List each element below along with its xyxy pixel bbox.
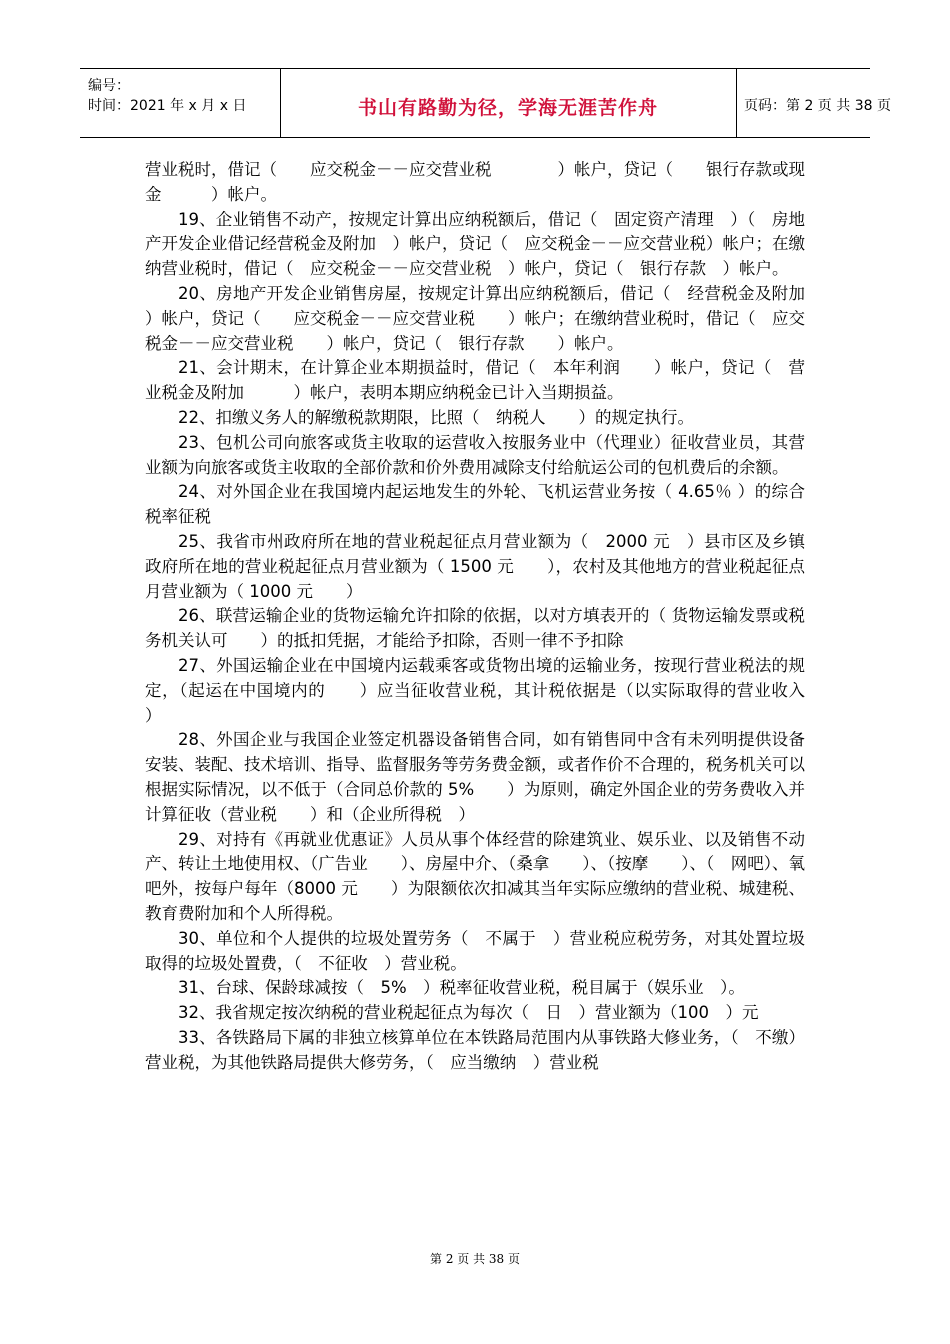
paragraph-item-20: 20、房地产开发企业销售房屋，按规定计算出应纳税额后，借记（ 经营税金及附加 ）帐户，贷记（ 应交税金－－应交营业税 ）帐户；在缴纳营业税时，借记（ 应交税金－－应交营业税 ）帐户，贷记（ 银行存款 ）帐户。 bbox=[145, 283, 855, 353]
paragraph-item-33: 33、各铁路局下属的非独立核算单位在本铁路局范围内从事铁路大修业务，（ 不缴）营业税，为其他铁路局提供大修劳务，（ 应当缴纳 ）营业税 bbox=[145, 1027, 805, 1072]
header-page-info: 页码：第 2 页 共 38 页 bbox=[744, 98, 891, 114]
document-body bbox=[145, 158, 855, 1075]
document-date: 时间：2021 年 x 月 x 日 bbox=[88, 98, 247, 114]
paragraph-item-30: 30、单位和个人提供的垃圾处置劳务（ 不属于 ）营业税应税劳务，对其处置垃圾取得的垃圾处置费，（ 不征收 ）营业税。 bbox=[145, 928, 805, 973]
header-meta-cell bbox=[80, 69, 281, 137]
paragraph-item-25: 25、我省市州政府所在地的营业税起征点月营业额为（ 2000 元 ）县市区及乡镇政府所在地的营业税起征点月营业额为（ 1500 元 ），农村及其他地方的营业税起征点月营业额为（ 1000 元 ） bbox=[145, 531, 805, 601]
header-motto: 书山有路勤为径，学海无涯苦作舟 bbox=[357, 97, 658, 119]
document-number-label: 编号： bbox=[88, 78, 130, 94]
paragraph-item-19: 19、企业销售不动产，按规定计算出应纳税额后，借记（ 固定资产清理 ）（ 房地产开发企业借记经营税金及附加 ）帐户，贷记（ 应交税金－－应交营业税）帐户；在缴纳营业税时，借记（ 应交税金－－应交营业税 ）帐户，贷记（ 银行存款 ）帐户。 bbox=[145, 209, 805, 279]
page-footer: 第 2 页 共 38 页 bbox=[430, 1252, 520, 1266]
paragraph-item-22: 22、扣缴义务人的解缴税款期限，比照（ 纳税人 ）的规定执行。 bbox=[178, 407, 694, 427]
header-page-cell bbox=[736, 69, 891, 137]
paragraph-item-29: 29、对持有《再就业优惠证》人员从事个体经营的除建筑业、娱乐业、以及销售不动产、转让土地使用权、（广告业 ）、房屋中介、（桑拿 ）、（按摩 ）、（ 网吧）、氧吧外，按每户每年（8000 元 ）为限额依次扣减其当年实际应缴纳的营业税、城建税、教育费附加和个人所得税。 bbox=[145, 829, 805, 923]
paragraph-item-23: 23、包机公司向旅客或货主收取的运营收入按服务业中（代理业）征收营业员，其营业额为向旅客或货主收取的全部价款和价外费用减除支付给航运公司的包机费后的余额。 bbox=[145, 432, 805, 477]
paragraph-item-31: 31、台球、保龄球减按（ 5% ）税率征收营业税，税目属于（娱乐业 ）。 bbox=[178, 978, 745, 998]
paragraph-continuation: 营业税时，借记（ 应交税金－－应交营业税 ）帐户，贷记（ 银行存款或现金 ）帐户。 bbox=[145, 160, 805, 204]
paragraph-item-26: 26、联营运输企业的货物运输允许扣除的依据，以对方填表开的（ 货物运输发票或税务机关认可 ）的抵扣凭据，才能给予扣除，否则一律不予扣除 bbox=[145, 606, 805, 651]
paragraph-item-28: 28、外国企业与我国企业签定机器设备销售合同，如有销售同中含有未列明提供设备安装、装配、技术培训、指导、监督服务等劳务费金额，或者作价不合理的，税务机关可以根据实际情况，以不低于（合同总价款的 5% ）为原则，确定外国企业的劳务费收入并计算征收（营业税 ）和（企业所得税 ） bbox=[145, 730, 805, 824]
page-header bbox=[80, 68, 891, 138]
paragraph-item-32: 32、我省规定按次纳税的营业税起征点为每次（ 日 ）营业额为（100 ）元 bbox=[178, 1003, 759, 1023]
paragraph-item-27: 27、外国运输企业在中国境内运载乘客或货物出境的运输业务，按现行营业税法的规定，（起运在中国境内的 ）应当征收营业税，其计税依据是（以实际取得的营业收入 ） bbox=[145, 655, 838, 725]
paragraph-item-21: 21、会计期末，在计算企业本期损益时，借记（ 本年利润 ）帐户，贷记（ 营业税金及附加 ）帐户，表明本期应纳税金已计入当期损益。 bbox=[145, 358, 805, 403]
header-motto-cell bbox=[280, 69, 737, 137]
paragraph-item-24: 24、对外国企业在我国境内起运地发生的外轮、飞机运营业务按（ 4.65％ ）的综合税率征税 bbox=[145, 482, 805, 527]
